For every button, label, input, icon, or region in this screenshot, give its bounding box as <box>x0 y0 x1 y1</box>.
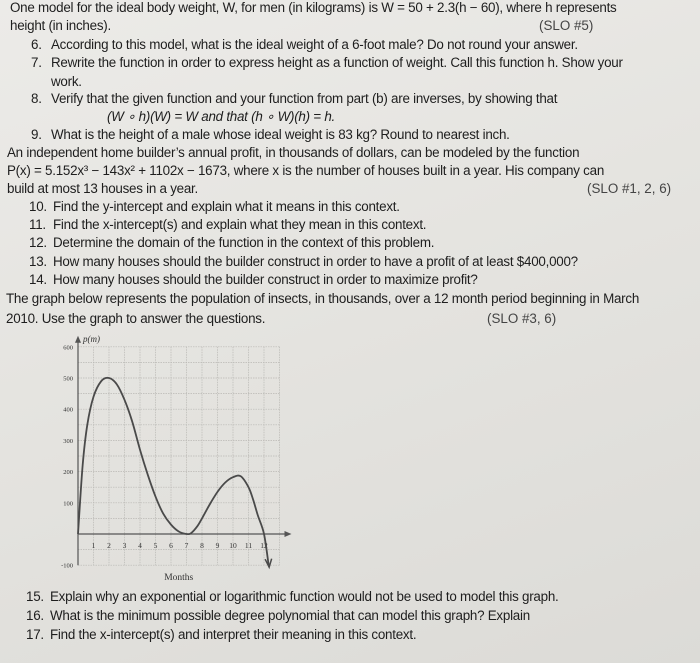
question-7-cont: work. <box>51 74 82 89</box>
question-text: How many houses should the builder construct in order to maximize profit? <box>53 272 478 287</box>
intro-line: P(x) = 5.152x³ − 143x² + 1102x − 1673, where x is the number of houses built in a year. His company can <box>7 163 605 178</box>
y-tick-label: 500 <box>63 375 73 383</box>
question-16 <box>26 608 530 624</box>
x-axis-label: Months <box>164 573 194 584</box>
slo-tag: (SLO #3, 6) <box>487 311 557 326</box>
y-axis-arrow-icon <box>75 336 81 343</box>
x-tick-label: 11 <box>244 541 253 550</box>
question-10 <box>29 199 400 215</box>
question-number: 17. <box>26 627 44 642</box>
y-tick-label: 200 <box>63 469 73 477</box>
x-tick-label: 7 <box>184 541 189 550</box>
y-axis-label: p(m) <box>83 333 100 344</box>
question-12 <box>29 235 434 251</box>
question-8-formula: (W ∘ h)(W) = W and that (h ∘ W)(h) = h. <box>107 109 335 124</box>
question-text: Explain why an exponential or logarithmic function would not be used to model this graph. <box>50 589 559 604</box>
question-15 <box>26 589 559 605</box>
x-tick-label: 1 <box>91 541 96 550</box>
question-text: Find the x-intercept(s) and interpret their meaning in this context. <box>50 627 417 642</box>
intro-line: The graph below represents the population of insects, in thousands, over a 12 month period beginning in March <box>6 291 640 306</box>
question-number: 16. <box>26 608 44 623</box>
x-tick-label: 12 <box>260 541 268 550</box>
question-6 <box>31 37 578 53</box>
question-text: What is the height of a male whose ideal weight is 83 kg? Round to nearest inch. <box>51 127 510 142</box>
x-tick-label: 2 <box>107 541 111 550</box>
y-tick-label: 400 <box>63 406 73 414</box>
question-number: 8. <box>31 91 42 106</box>
question-8 <box>31 91 557 107</box>
intro-line: height (in inches). <box>10 18 111 33</box>
slo-tag: (SLO #1, 2, 6) <box>587 181 672 196</box>
question-text: Find the x-intercept(s) and explain what they mean in this context. <box>53 217 427 232</box>
question-text: Verify that the given function and your function from part (b) are inverses, by showing that <box>51 91 558 106</box>
question-number: 11. <box>29 217 46 232</box>
x-tick-label: 10 <box>229 541 237 550</box>
question-number: 15. <box>26 589 44 604</box>
question-text: According to this model, what is the ideal weight of a 6-foot male? Do not round your answer. <box>51 37 578 52</box>
y-tick-label: -100 <box>61 562 73 570</box>
x-tick-label: 8 <box>200 541 204 550</box>
x-tick-label: 5 <box>153 541 158 550</box>
question-text: Rewrite the function in order to express height as a function of weight. Call this function h. Show your <box>51 55 623 70</box>
question-text: Determine the domain of the function in the context of this problem. <box>53 235 435 250</box>
question-number: 12. <box>29 235 47 250</box>
y-tick-label: 100 <box>63 500 73 508</box>
question-17 <box>26 627 416 643</box>
question-13 <box>29 254 578 270</box>
question-text: Find the y-intercept and explain what it means in this context. <box>53 199 400 214</box>
insect-population-chart <box>0 330 300 592</box>
question-number: 13. <box>29 254 47 269</box>
intro-line: 2010. Use the graph to answer the questions. <box>6 311 266 326</box>
y-tick-label: 600 <box>63 344 73 352</box>
question-number: 10. <box>29 199 47 214</box>
question-text: How many houses should the builder construct in order to have a profit of at least $400,000? <box>53 254 578 269</box>
slo-tag: (SLO #5) <box>539 18 594 33</box>
x-axis-arrow-icon <box>285 531 292 537</box>
question-text: What is the minimum possible degree polynomial that can model this graph? Explain <box>50 608 530 623</box>
intro-line: One model for the ideal body weight, W, for men (in kilograms) is W = 50 + 2.3(h − 60), where h represents <box>10 0 617 15</box>
y-tick-label: 300 <box>63 437 73 445</box>
question-7 <box>31 55 623 71</box>
intro-line: An independent home builder’s annual profit, in thousands of dollars, can be modeled by the function <box>7 145 580 160</box>
question-14 <box>29 272 478 288</box>
question-number: 7. <box>31 55 42 70</box>
question-11 <box>29 217 426 233</box>
question-number: 14. <box>29 272 47 287</box>
intro-line: build at most 13 houses in a year. <box>7 181 198 196</box>
x-tick-label: 6 <box>169 541 173 550</box>
question-number: 9. <box>31 127 42 142</box>
question-number: 6. <box>31 37 42 52</box>
x-tick-label: 9 <box>215 541 220 550</box>
question-9 <box>31 127 510 143</box>
x-tick-label: 4 <box>138 541 142 550</box>
x-tick-label: 3 <box>122 541 127 550</box>
